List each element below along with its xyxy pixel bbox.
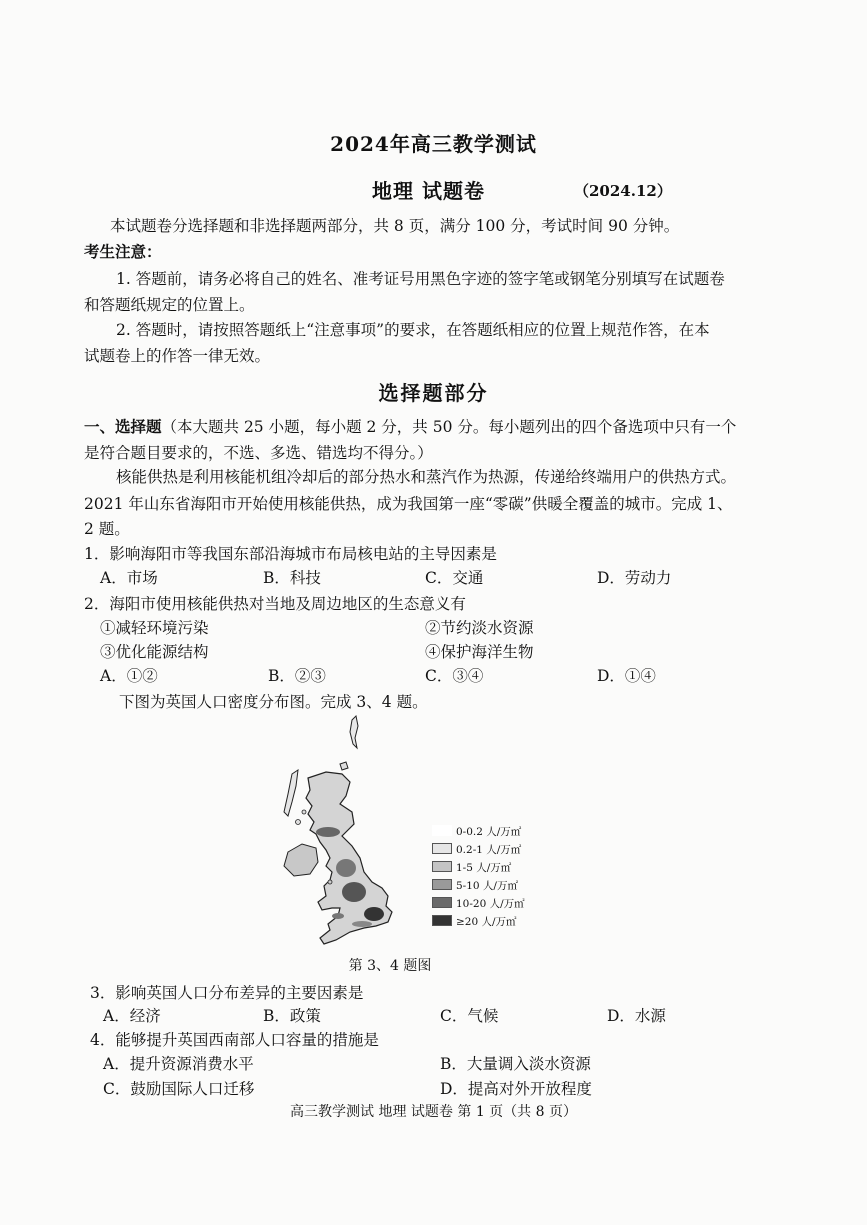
q1-option-b[interactable]: B．科技 bbox=[263, 569, 321, 587]
q2-option-a[interactable]: A．①② bbox=[100, 667, 158, 685]
q2-statement-2: ②节约淡水资源 bbox=[425, 619, 534, 637]
q4-option-c[interactable]: C．鼓励国际人口迁移 bbox=[103, 1080, 255, 1098]
passage1-line1: 核能供热是利用核能机组冷却后的部分热水和蒸汽作为热源，传递给终端用户的供热方式。 bbox=[116, 468, 737, 486]
notice-item-1-cont: 和答题纸规定的位置上。 bbox=[84, 296, 255, 314]
q3-stem: 3．影响英国人口分布差异的主要因素是 bbox=[90, 984, 364, 1002]
passage2: 下图为英国人口密度分布图。完成 3、4 题。 bbox=[119, 693, 428, 711]
q4-option-d[interactable]: D．提高对外开放程度 bbox=[440, 1080, 592, 1098]
exam-subject: 地理 试题卷 bbox=[372, 179, 485, 203]
notice-item-2: 2. 答题时，请按照答题纸上“注意事项”的要求，在答题纸相应的位置上规范作答，在本 bbox=[116, 321, 710, 339]
q4-option-a[interactable]: A．提升资源消费水平 bbox=[103, 1055, 254, 1073]
notice-item-2-cont: 试题卷上的作答一律无效。 bbox=[84, 347, 271, 365]
map-caption: 第 3、4 题图 bbox=[348, 958, 432, 974]
north-england-density bbox=[336, 859, 356, 877]
map-legend: 0-0.2 人/万㎡ 0.2-1 人/万㎡ 1-5 人/万㎡ 5-10 人/万㎡ 10-20 人/万㎡ ≥20 人/万㎡ bbox=[432, 824, 552, 924]
legend-swatch bbox=[432, 915, 452, 926]
south-wales-density bbox=[332, 913, 344, 919]
q4-stem: 4．能够提升英国西南部人口容量的措施是 bbox=[90, 1031, 379, 1049]
exam-title: 2024年高三教学测试 bbox=[330, 132, 537, 156]
q2-statement-1: ①减轻环境污染 bbox=[100, 619, 209, 637]
q3-option-b[interactable]: B．政策 bbox=[263, 1007, 321, 1025]
midlands-density bbox=[342, 882, 366, 902]
q4-option-b[interactable]: B．大量调入淡水资源 bbox=[440, 1055, 591, 1073]
legend-swatch bbox=[432, 897, 452, 908]
orkney-islands bbox=[340, 762, 348, 770]
london-density bbox=[364, 907, 384, 921]
section-title: 选择题部分 bbox=[378, 381, 489, 405]
legend-swatch bbox=[432, 879, 452, 890]
q1-option-d[interactable]: D．劳动力 bbox=[597, 569, 672, 587]
page-footer: 高三教学测试 地理 试题卷 第 1 页（共 8 页） bbox=[290, 1104, 577, 1120]
q1-stem: 1．影响海阳市等我国东部沿海城市布局核电站的主导因素是 bbox=[84, 545, 497, 563]
uk-population-map bbox=[270, 712, 450, 952]
passage1-line2: 2021 年山东省海阳市开始使用核能供热，成为我国第一座“零碳”供暖全覆盖的城市。完成 1、 bbox=[84, 495, 733, 513]
q2-statement-3: ③优化能源结构 bbox=[100, 643, 209, 661]
legend-swatch bbox=[432, 843, 452, 854]
part1-desc-line2: 是符合题目要求的，不选、多选、错选均不得分。） bbox=[84, 444, 433, 462]
notice-item-1: 1. 答题前，请务必将自己的姓名、准考证号用黑色字迹的签字笔或钢笔分别填写在试题卷 bbox=[116, 270, 725, 288]
q2-stem: 2．海阳市使用核能供热对当地及周边地区的生态意义有 bbox=[84, 595, 466, 613]
shetland-islands bbox=[350, 716, 358, 748]
northern-ireland bbox=[284, 844, 318, 876]
q1-option-a[interactable]: A．市场 bbox=[100, 569, 158, 587]
q3-option-a[interactable]: A．经济 bbox=[103, 1007, 161, 1025]
q2-option-d[interactable]: D．①④ bbox=[597, 667, 656, 685]
legend-swatch bbox=[432, 861, 452, 872]
part1-heading: 一、选择题 bbox=[84, 417, 162, 436]
outer-hebrides bbox=[284, 770, 298, 816]
exam-date: （2024.12） bbox=[574, 182, 672, 200]
q2-statement-4: ④保护海洋生物 bbox=[425, 643, 534, 661]
south-coast-density bbox=[352, 921, 372, 927]
intro-text: 本试题卷分选择题和非选择题两部分，共 8 页，满分 100 分，考试时间 90 分钟。 bbox=[110, 217, 680, 235]
central-belt-density bbox=[316, 827, 340, 837]
q2-option-c[interactable]: C．③④ bbox=[425, 667, 484, 685]
notice-heading: 考生注意： bbox=[84, 242, 162, 261]
passage1-line3: 2 题。 bbox=[84, 520, 130, 538]
q3-option-d[interactable]: D．水源 bbox=[607, 1007, 666, 1025]
q1-option-c[interactable]: C．交通 bbox=[425, 569, 484, 587]
q3-option-c[interactable]: C．气候 bbox=[440, 1007, 499, 1025]
legend-swatch bbox=[432, 825, 452, 836]
q2-option-b[interactable]: B．②③ bbox=[268, 667, 326, 685]
part1-desc-line1: 一、选择题（本大题共 25 小题，每小题 2 分，共 50 分。每小题列出的四个备选项中只有一个 bbox=[84, 417, 737, 436]
